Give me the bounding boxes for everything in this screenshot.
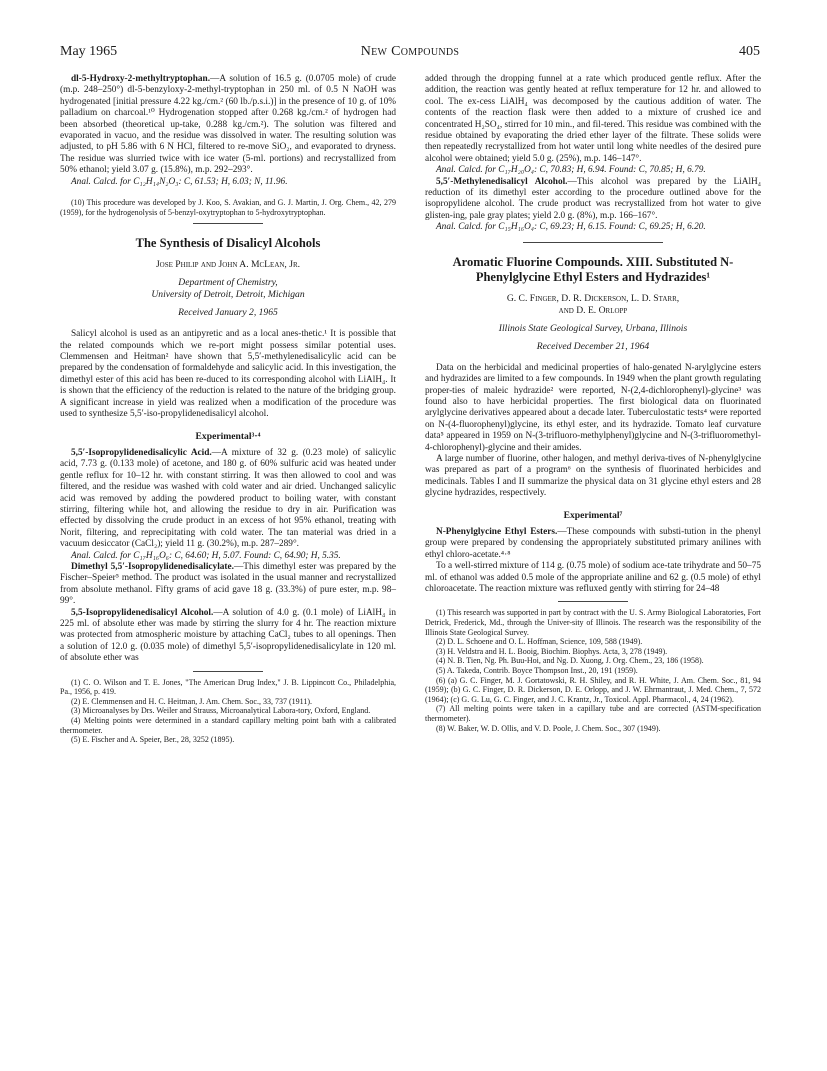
analysis-line: Anal. Calcd. for C₁₇H₁₆O₆: C, 64.60; H, 5.07. Found: C, 64.90; H, 5.35. — [71, 550, 341, 561]
paragraph — [425, 177, 761, 223]
received-date: Received January 2, 1965 — [178, 307, 278, 319]
compound-heading: 5,5-Isopropylidenedisalicyl Alcohol. — [71, 607, 214, 618]
paragraph — [60, 562, 396, 608]
footnote: (2) D. L. Schoene and O. L. Hoffman, Science, 109, 588 (1949). — [436, 637, 643, 647]
divider — [558, 601, 628, 602]
right-column — [425, 74, 761, 733]
experimental-heading: Experimental³·⁴ — [195, 430, 261, 442]
compound-heading: 5,5′-Methylenedisalicyl Alcohol. — [436, 176, 568, 187]
paragraph — [60, 448, 396, 551]
footnote-block — [60, 198, 396, 217]
paragraph — [60, 608, 396, 665]
footnote: (5) A. Takeda, Contrib. Boyce Thompson Inst., 20, 191 (1959). — [436, 665, 638, 675]
paragraph-text: —A solution of 4.0 g. (0.1 mole) of LiAlH₄ in 225 ml. of absolute ether was made by stirring the slurry for 4 hr. The reaction mixture was protected from atmospheric moisture by attaching CaCl₂ tubes to all openings. Then a solution of 12.0 g. (0.035 mole) of dimethyl 5,5′-isopropylidenedisalicylate in 120 ml. of absolute ether was — [60, 607, 396, 664]
footnote: (6) (a) G. C. Finger, M. J. Gortatowski, R. H. Shiley, and R. H. White, J. Am. Chem. Soc., 81, 94 (1959); (b) G. C. Finger, D. R. Dickerson, D. E. Orlopp, and J. W. Ehrmantraut, J. Med. Chem., 7, 572 (1964); (c) G. G. Lu, G. C. Finger, and J. C. Krantz, Jr., Toxicol. Appl. Pharmacol., 4, 24 (1962). — [425, 675, 761, 704]
compound-heading: Dimethyl 5,5′-Isopropylidenedisalicylate. — [71, 561, 234, 572]
paragraph: added through the dropping funnel at a rate which produced gentle reflux. After the addition, the reaction was gently heated at reflux temperature for 12 hr. and allowed to cool. The ex-cess LiAlH₄ was decomposed by the cautious addition of water. The contents of the reaction flask were then added to a mixture of crushed ice and concentrated H₂SO₄, stirred for 10 min., and fil-tered. This residue was combined with the residue obtained by evaporating the dried ether layer of the filtrate. These solids were then repeatedly recrystallized from hot water until long white needles of the desired pure alcohol were obtained; yield 5.0 g. (25%), m.p. 146–147°. — [425, 74, 762, 164]
footnote: (10) This procedure was developed by J. Koo, S. Avakian, and G. J. Martin, J. Org. Chem., 42, 279 (1959), for the hydrogenolysis of 5-benzyl-oxytryptophan to 5-hydroxytryptophan. — [60, 198, 396, 217]
intro-paragraph: Data on the herbicidal and medicinal properties of halo-genated N-arylglycine esters and hydrazides are limited to a few compounds. In 1949 when the plant growth regulating proper-ties of maleic hydrazide² were reported, N-(2,4-dichlorophenyl)-glycine³ was found also to have herbicidal properties. The first biological data on fluorinated arylglycine derivatives appeared about a decade later. Tuberculostatic tests⁴ were reported on N-(4-fluorophenyl)glycine, its ethyl ester, and its hydrazide. Tomato leaf curvature data⁵ appeared in 1959 on N-(3-trifluoro-methylphenyl)glycine and N-(3-trifluoromethyl-4-chlorophenyl)-glycine and their amides. — [425, 362, 761, 453]
header-page-number: 405 — [739, 44, 760, 59]
affiliation-dept: Department of Chemistry, — [178, 277, 278, 289]
footnote: (4) N. B. Tien, Ng. Ph. Buu-Hoi, and Ng. D. Xuong, J. Org. Chem., 23, 186 (1958). — [436, 656, 704, 666]
footnote: (3) H. Veldstra and H. L. Booig, Biochim. Biophys. Acta, 3, 278 (1949). — [436, 646, 668, 656]
footnote-block — [425, 608, 761, 733]
analysis-line: Anal. Calcd. for C₁₅H₁₆O₄: C, 69.23; H, 6.15. Found: C, 69.25; H, 6.20. — [436, 222, 706, 233]
page-header — [60, 44, 760, 62]
article-title: Aromatic Fluorine Compounds. XIII. Substituted N-Phenylglycine Ethyl Esters and Hydrazides¹ — [452, 254, 734, 284]
paragraph: To a well-stirred mixture of 114 g. (0.75 mole) of sodium ace-tate trihydrate and 50–75 ml. of ethanol was added 0.5 mole of the appropriate aniline and 62 g. (0.5 mole) of ethyl chloroacetate. The reaction mixture was refluxed gently with stirring for 24–48 — [425, 561, 761, 594]
paragraph-text: —A solution of 16.5 g. (0.0705 mole) of crude (m.p. 248–250°) dl-5-benzyloxy-2-methyl-tryptophan in 250 ml. of 0.5 N NaOH was hydrogenated [initial pressure 4.22 kg./cm.² (60 lb./p.s.i.)] in the presence of 10 g. of 10% palladium on charcoal.¹⁰ Hydrogenation stopped after 0.268 kg./cm.² of hydrogen had been absorbed (theoretical up-take, 0.288 kg./cm.²). The solution was filtered and evaporated in vacuo, and the residue was dissolved in water. The resulting solution was adjusted, to pH 5.86 with 6 N HCl, filtered to re-move SiO₂, and evaporated to dryness. The residue was slurried twice with ice water (5-ml. portions) and recrystallized from 50% ethanol; yield 3.07 g. (15.8%), m.p. 292–293°. — [60, 74, 396, 176]
footnote: (2) E. Clemmensen and H. C. Heitman, J. Am. Chem. Soc., 33, 737 (1911). — [71, 696, 313, 706]
affiliation-univ: University of Detroit, Detroit, Michigan — [151, 289, 305, 301]
article-authors: and D. E. Orlopp — [558, 304, 628, 316]
compound-heading: dl-5-Hydroxy-2-methyltryptophan. — [71, 74, 211, 84]
paragraph-text: —This alcohol was prepared by the LiAlH₄ reduction of its dimethyl ester according to the procedure outlined above for the isopropylidene alcohol. The crude product was recrystallized from hot water to give glisten-ing, pale gray plates; yield 2.0 g. (8%), m.p. 166–167°. — [425, 176, 761, 221]
experimental-heading: Experimental⁷ — [563, 509, 623, 521]
paragraph — [425, 527, 761, 561]
paragraph-text: —This dimethyl ester was prepared by the Fischer–Speier⁵ method. The product was isolated in the usual manner and recrystallized from absolute methanol. Fifty grams of acid gave 18 g. (33.3%) of pure ester, m.p. 98–99°. — [60, 561, 396, 607]
article-authors: G. C. Finger, D. R. Dickerson, L. D. Starr, — [506, 292, 680, 304]
divider — [193, 223, 263, 224]
paragraph-text: —These compounds with substi-tution in the phenyl group were prepared by condensing the appropriately substituted primary anilines with ethyl chloro-acetate.⁴·⁸ — [425, 526, 761, 560]
footnote: (1) This research was supported in part by contract with the U. S. Army Biological Laboratories, Fort Detrick, Frederick, Md., through the Univer-sity of Illinois. The research was the responsibility of the Illinois State Geological Survey. — [425, 608, 761, 637]
analysis-line: Anal. Calcd. for C₁₇H₂₀O₄: C, 70.83; H, 6.94. Found: C, 70.85; H, 6.79. — [436, 165, 706, 176]
footnote: (5) E. Fischer and A. Speier, Ber., 28, 3252 (1895). — [71, 735, 235, 745]
left-column — [60, 74, 396, 745]
divider — [193, 671, 263, 672]
article-title: The Synthesis of Disalicyl Alcohols — [135, 236, 321, 251]
header-section: New Compounds — [360, 44, 460, 59]
article-authors: Jose Philip and John A. McLean, Jr. — [155, 259, 301, 271]
paragraph-text: —A mixture of 32 g. (0.23 mole) of salicylic acid, 7.73 g. (0.133 mole) of acetone, and 180 g. of 60% sulfuric acid was heated under gentle reflux for 10–12 hr. with constant stirring. It was then allowed to cool and was filtered, and the residue was washed with cold water and air dried. Unchanged salicylic acid was removed by adding the powdered product to boiling water, with constant stirring, filtering while hot, and allowing the residue to dry in air. Purification was effected by dissolving the crude product in an excess of hot 95% ethanol, treating with Norit, filtering, and reprecipitating with cold water. The tan material was dried in a vacuum desiccator (CaCl₂); yield 11 g. (30.2%), m.p. 287–289°. — [60, 447, 397, 550]
paragraph — [60, 74, 396, 177]
divider — [523, 242, 663, 243]
footnote: (4) Melting points were determined in a standard capillary melting point bath with a calibrated thermometer. — [60, 716, 396, 735]
compound-heading: N-Phenylglycine Ethyl Esters. — [436, 526, 558, 537]
footnote: (8) W. Baker, W. D. Ollis, and V. D. Poole, J. Chem. Soc., 307 (1949). — [436, 723, 661, 733]
footnote: (7) All melting points were taken in a capillary tube and are corrected (ASTM-specification thermometer). — [425, 704, 761, 723]
footnote: (3) Microanalyses by Drs. Weiler and Strauss, Microanalytical Labora-tory, Oxford, England. — [71, 706, 371, 716]
affiliation: Illinois State Geological Survey, Urbana, Illinois — [498, 322, 688, 334]
analysis-line: Anal. Calcd. for C₁₂H₁₄N₂O₃: C, 61.53; H, 6.03; N, 11.96. — [71, 176, 288, 187]
received-date: Received December 21, 1964 — [536, 340, 650, 352]
intro-paragraph: Salicyl alcohol is used as an antipyretic and as a local anes-thetic.¹ It is possible that the related compounds which we re-port might possess similar potential uses. Clemmensen and Heitman² have shown that 5,5′-methylenedisalicylic acid can be prepared by the condensation of formaldehyde and salicylic acid. In this investigation, the dimethyl ester of this acid has been re-duced to its corresponding alcohol with LiAlH₄. It is shown that the efficiency of the reduction is related to the nature of the bridging group. A significant increase in yield was realized when a modification of the procedure was used to synthesize 5,5′-iso-propylidenedisalicyl alcohol. — [60, 329, 396, 420]
footnote: (1) C. O. Wilson and T. E. Jones, "The American Drug Index," J. B. Lippincott Co., Philadelphia, Pa., 1956, p. 419. — [60, 677, 396, 697]
intro-paragraph: A large number of fluorine, other halogen, and methyl deriva-tives of N-phenylglycine was prepared as part of a program⁶ on the synthesis of fluorinated herbicides and medicinals. Tables I and II summarize the physical data on 31 glycine ethyl esters and 28 glycine hydrazides, respectively. — [425, 453, 761, 499]
compound-heading: 5,5′-Isopropylidenedisalicylic Acid. — [71, 447, 212, 458]
header-date: May 1965 — [60, 44, 118, 59]
footnote-block — [60, 678, 396, 745]
